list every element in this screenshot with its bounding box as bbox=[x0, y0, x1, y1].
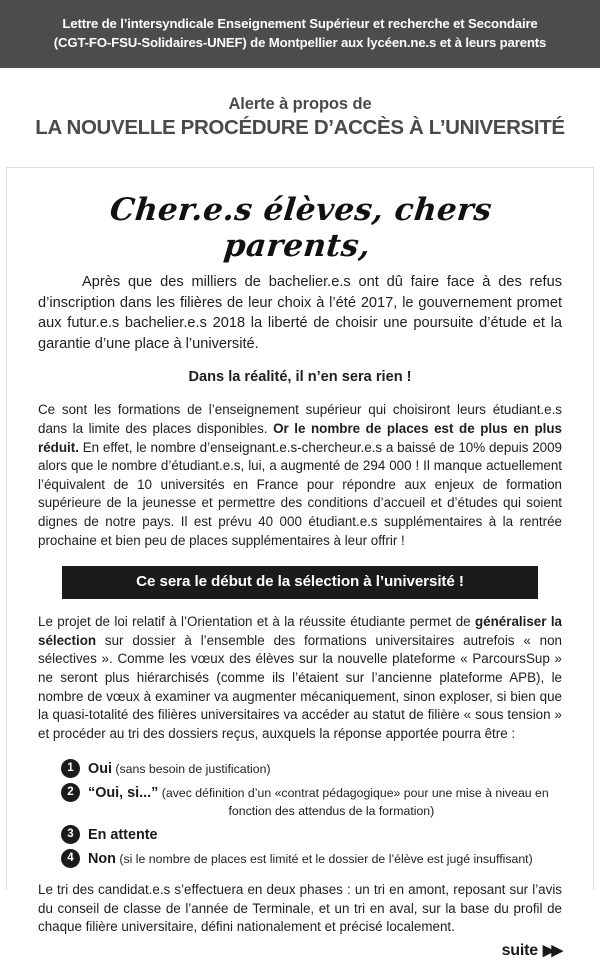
list-item bbox=[61, 849, 562, 868]
paragraph-law-part2: sur dossier à l’ensemble des formations universitaires autrefois « non sélectives ». Comme les vœux des élèves sur la nouvelle plateforme « ParcoursSup » ne seront plus hiérarchisés (comme ils l’étaient sur l’ancienne plateforme APB), le nombre de vœux à examiner va augmenter mécaniquement, sinon exploser, si bien que la quasi-totalité des filières universitaires va accéder au statut de filière « sous tension » et procéder au tri des dossiers reçus, auxquels la réponse apportée pourra être : bbox=[38, 632, 562, 741]
option-content bbox=[88, 825, 158, 844]
continuation-marker bbox=[38, 941, 562, 960]
option-content bbox=[88, 759, 271, 778]
paragraph-law-part1: Le projet de loi relatif à l’Orientation et à la réussite étudiante permet de bbox=[38, 614, 475, 630]
masthead-line-1: Lettre de l’intersyndicale Enseignement Supérieur et recherche et Secondaire bbox=[62, 16, 538, 31]
option-label: “Oui, si...” bbox=[88, 785, 159, 802]
list-item bbox=[61, 783, 562, 820]
masthead-banner bbox=[0, 0, 600, 68]
closing-paragraph: Le tri des candidat.e.s s’effectuera en deux phases : un tri en amont, reposant sur l’avis du conseil de classe de l’année de Terminale, et un tri en aval, sur la base du profil de chaque filière universitaire, défini nationalement et précisé localement. bbox=[38, 882, 562, 935]
option-content bbox=[88, 783, 549, 820]
option-note: (sans besoin de justification) bbox=[111, 762, 271, 777]
masthead-line-2: (CGT-FO-FSU-Solidaires-UNEF) de Montpellier aux lycéen.ne.s et à leurs parents bbox=[53, 35, 547, 50]
response-options-list bbox=[38, 759, 562, 868]
option-number-badge: 1 bbox=[61, 759, 80, 778]
paragraph-places-emphasis: Or le nombre de places est de plus en plus réduit. bbox=[38, 420, 563, 455]
salutation-heading: Cher.e.s élèves, chers parents, bbox=[108, 192, 494, 264]
list-item bbox=[61, 825, 562, 844]
option-note-wrapped: fonction des attendus de la formation) bbox=[228, 804, 435, 819]
paragraph-places-part1: Ce sont les formations de l’enseignement supérieur qui choisiront leurs étudiant.e.s dans la limite des places disponibles. bbox=[38, 402, 562, 436]
list-item bbox=[61, 759, 562, 778]
alert-title-main: LA NOUVELLE PROCÉDURE D’ACCÈS À L’UNIVERSITÉ bbox=[35, 116, 565, 139]
option-content bbox=[88, 849, 533, 868]
alert-title-small: Alerte à propos de bbox=[228, 95, 372, 113]
selection-banner: Ce sera le début de la sélection à l’université ! bbox=[62, 566, 538, 599]
paragraph-law bbox=[38, 613, 562, 743]
alert-title-block bbox=[0, 68, 600, 141]
suite-label: suite bbox=[501, 942, 538, 960]
paragraph-law-emphasis: généraliser la sélection bbox=[38, 614, 562, 648]
double-arrow-right-icon: ▶▶ bbox=[542, 942, 560, 960]
option-label: En attente bbox=[88, 827, 158, 844]
reality-statement: Dans la réalité, il n’en sera rien ! bbox=[188, 369, 412, 386]
option-note: (avec définition d’un «contrat pédagogique» pour une mise à niveau en bbox=[158, 786, 549, 801]
option-note: (si le nombre de places est limité et le dossier de l’élève est jugé insuffisant) bbox=[115, 852, 533, 867]
option-number-badge: 2 bbox=[61, 783, 80, 802]
paragraph-places bbox=[38, 401, 562, 550]
option-number-badge: 3 bbox=[61, 825, 80, 844]
letter-content-card bbox=[6, 167, 594, 960]
option-label: Oui bbox=[88, 761, 112, 778]
lead-paragraph: Après que des milliers de bachelier.e.s ont dû faire face à des refus d’inscription dans les filières de leur choix à l’été 2017, le gouvernement promet aux futur.e.s bachelier.e.s 2018 la liberté de choisir une poursuite d’étude et la garantie d’une place à l’université. bbox=[38, 274, 562, 352]
paragraph-places-part2: En effet, le nombre d’enseignant.e.s-chercheur.e.s a baissé de 10% depuis 2009 alors que le nombre d’étudiant.e.s, lui, a augmenté de 294 000 ! Il manque actuellement l’équivalent de 10 universités en France pour répondre aux enjeux de formation supérieure de la jeunesse et permettre des conditions d’accueil et d’études qui soient dignes de notre pays. Il est prévu 40 000 étudiant.e.s supplémentaires à la rentrée prochaine et bien peu de places supplémentaires à leur offrir ! bbox=[38, 439, 562, 548]
option-number-badge: 4 bbox=[61, 849, 80, 868]
option-label: Non bbox=[88, 851, 116, 868]
